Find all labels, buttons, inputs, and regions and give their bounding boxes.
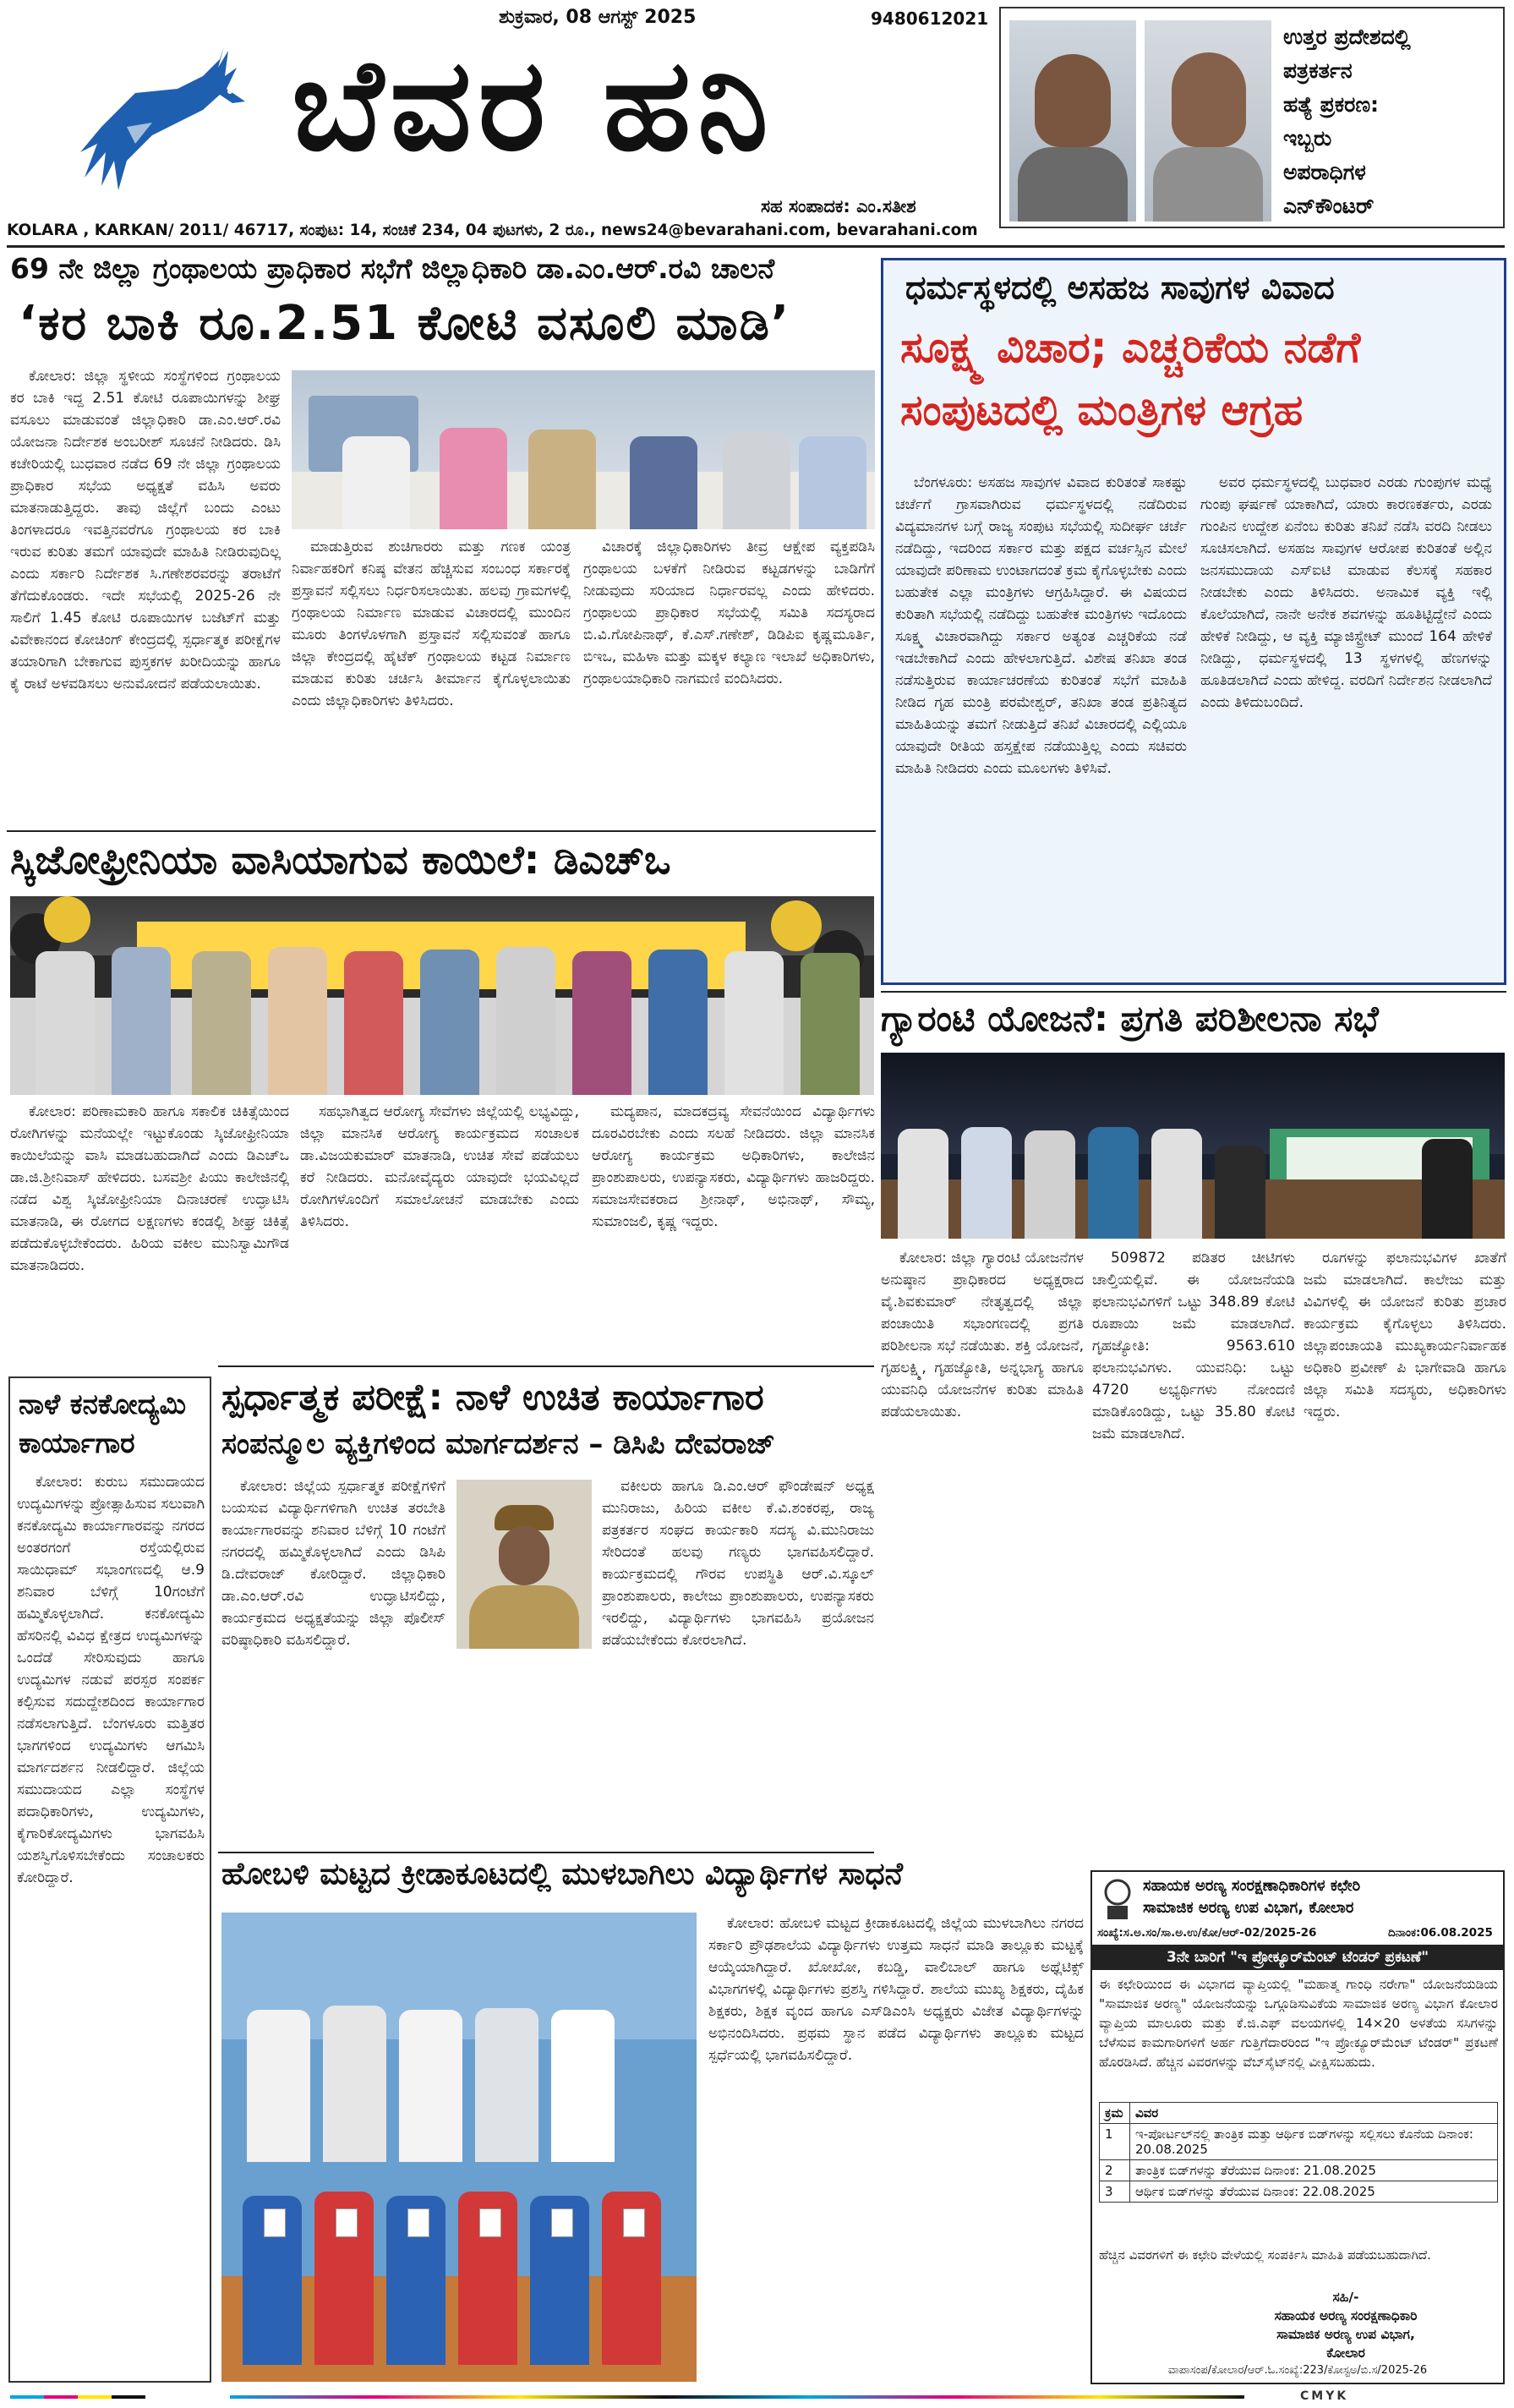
table-row: 3 ಆರ್ಥಿಕ ಬಿಡ್‌ಗಳನ್ನು ತೆರೆಯುವ ದಿನಾಂಕ: 22.08.2025 (1100, 2181, 1498, 2203)
tender-body: ಈ ಕಛೇರಿಯಿಂದ ಈ ವಿಭಾಗದ ವ್ಯಾಪ್ತಿಯಲ್ಲಿ "ಮಹಾತ್ಮ ಗಾಂಧಿ ನರೇಗಾ" ಯೋಜನೆಯಡಿಯ "ಸಾಮಾಜಿಕ ಅರಣ್ಯ" ಯೋಜನೆಯನ್ನು ಒಗ್ಗೂಡಿಸುವಿಕೆಯ ಸಾಮಾಜಿಕ ಅರಣ್ಯ ವಿಭಾಗ ಕೋಲಾರ ವ್ಯಾಪ್ತಿಯ ಮಾಲೂರು ಮತ್ತು ಕೆ.ಜಿ.ಎಫ್ ವಲಯಗಳಲ್ಲಿ 14×20 ಅಳತೆಯ ಸಸಿಗಳನ್ನು ಬೆಳೆಸುವ ಕಾಮಗಾರಿಗಳಿಗೆ ಅರ್ಹ ಗುತ್ತಿಗೆದಾರರಿಂದ "ಇ ಪ್ರೋಕ್ಯೂರ್‌ಮೆಂಟ್ ಟೆಂಡರ್" ಪ್ರಕಟಣೆ ಹೊರಡಿಸಿದೆ. ಹೆಚ್ಚಿನ ವಿವರಗಳನ್ನು ವೆಬ್‌ಸೈಟ್‌ನಲ್ಲಿ ವೀಕ್ಷಿಸಬಹುದು. (1099, 1977, 1498, 2070)
tender-notice-box (1090, 1870, 1505, 2384)
story1-meeting-photo (292, 370, 875, 529)
tender-notice-title: 3ನೇ ಬಾರಿಗೆ "ಇ ಪ್ರೋಕ್ಯೂರ್‌ಮೆಂಟ್ ಟೆಂಡರ್ ಪ್ರಕಟಣೆ" (1092, 1945, 1503, 1970)
editor-line: ಸಹ ಸಂಪಾದಕ: ಎಂ.ಸತೀಶ (761, 196, 916, 216)
dharmasthala-col2: ಅವರ ಧರ್ಮಸ್ಥಳದಲ್ಲಿ ಬುಧವಾರ ಎರಡು ಗುಂಪುಗಳ ಮಧ್ಯೆ ಗುಂಪು ಘರ್ಷಣೆ ಯಾಕಾಗಿದೆ, ಯಾರು ಕಾರಣಕರ್ತರು, ಎರಡು ಗುಂಪಿನ ಉದ್ದೇಶ ಏನೆಂಬ ಕುರಿತು ತನಿಖೆ ನಡೆಸಿ ವರದಿ ನೀಡಲು ಸೂಚಿಸಲಾಗಿದೆ. ಅಸಹಜ ಸಾವುಗಳ ಆರೋಪ ಕುರಿತಂತೆ ಅಲ್ಲಿನ ಜನಸಮುದಾಯ ಎಸ್‌ಐಟಿ ಮಾಡುವ ಕೆಲಸಕ್ಕೆ ಸಹಕಾರ ನೀಡಬೇಕು ಎಂದು ತಿಳಿಸಿದರು. ಅನಾಮಿಕ ವ್ಯಕ್ತಿ ಇಲ್ಲಿ ಕೊಲೆಯಾಗಿದೆ, ನಾನೇ ಅನೇಕ ಶವಗಳನ್ನು ಹೂತಿಟ್ಟಿದ್ದೇನೆ ಎಂದು ಹೇಳಿಕೆ ನೀಡಿದ್ದು, ಆ ವ್ಯಕ್ತಿ ಮ್ಯಾಜಿಸ್ಟ್ರೇಟ್ ಮುಂದೆ 164 ಹೇಳಿಕೆ ನೀಡಿದ್ದು, ಧರ್ಮಸ್ಥಳದಲ್ಲಿ 13 ಸ್ಥಳಗಳಲ್ಲಿ ಹೆಣಗಳನ್ನು ಹೂತಿಡಲಾಗಿದೆ ಎಂದು ಹೇಳಿದ್ದ. ವರದಿಗೆ ನಿರ್ದೇಶನ ನೀಡಲಾಗಿದೆ ಎಂದು ತಿಳಿದುಬಂದಿದೆ. (1200, 474, 1492, 711)
tender-date: ದಿನಾಂಕ:06.08.2025 (1388, 1926, 1493, 1940)
deer-logo-icon (76, 42, 287, 194)
exam-headline-1: ಸ್ಪರ್ಧಾತ್ಮಕ ಪರೀಕ್ಷೆ: ನಾಳೆ ಉಚಿತ ಕಾರ್ಯಾಗಾರ (221, 1376, 764, 1419)
schizo-col3: ಮದ್ಯಪಾನ, ಮಾದಕದ್ರವ್ಯ ಸೇವನೆಯಿಂದ ವಿದ್ಯಾರ್ಥಿಗಳು ದೂರವಿರಬೇಕು ಎಂದು ಸಲಹೆ ನೀಡಿದರು. ಜಿಲ್ಲಾ ಮಾನಸಿಕ ಆರೋಗ್ಯ ಕಾರ್ಯಕ್ರಮ ಅಧಿಕಾರಿಗಳು, ಕಾಲೇಜಿನ ಪ್ರಾಂಶುಪಾಲರು, ಉಪನ್ಯಾಸಕರು, ವಿದ್ಯಾರ್ಥಿಗಳು ಹಾಜರಿದ್ದರು. ಸಮಾಜಸೇವಕರಾದ ಶ್ರೀನಾಥ್, ಅಭಿನಾಥ್, ಸೌಮ್ಯ, ಸುಮಾಂಜಲಿ, ಕೃಷ್ಣ ಇದ್ದರು. (592, 1103, 875, 1230)
story1-kicker: 69 ನೇ ಜಿಲ್ಲಾ ಗ್ರಂಥಾಲಯ ಪ್ರಾಧಿಕಾರ ಸಭೆಗೆ ಜಿಲ್ಲಾಧಿಕಾರಿ ಡಾ.ಎಂ.ಆರ್.ರವಿ ಚಾಲನೆ (10, 252, 775, 285)
story1-col2: ಮಾಡುತ್ತಿರುವ ಶುಚಿಗಾರರು ಮತ್ತು ಗಣಕ ಯಂತ್ರ ನಿರ್ವಾಹಕರಿಗೆ ಕನಿಷ್ಠ ವೇತನ ಹೆಚ್ಚಿಸುವ ಸಂಬಂಧ ಸರ್ಕಾರಕ್ಕೆ ಪ್ರಸ್ತಾವನೆ ಸಲ್ಲಿಸಲು ನಿರ್ಧರಿಸಲಾಯಿತು. ಹಲವು ಗ್ರಾಮಗಳಲ್ಲಿ ಗ್ರಂಥಾಲಯ ನಿರ್ಮಾಣ ಮಾಡುವ ವಿಚಾರದಲ್ಲಿ ಮುಂದಿನ ಮೂರು ತಿಂಗಳೊಳಗಾಗಿ ಪ್ರಸ್ತಾವನೆ ಸಲ್ಲಿಸುವಂತೆ ಹಾಗೂ ಜಿಲ್ಲಾ ಕೇಂದ್ರದಲ್ಲಿ ಹೈಟೆಕ್ ಗ್ರಂಥಾಲಯ ಕಟ್ಟಡ ನಿರ್ಮಾಣ ಮಾಡುವ ಕುರಿತು ಚರ್ಚಿಸಿ ತೀರ್ಮಾನ ಕೈಗೊಳ್ಳಲಾಯಿತು ಎಂದು ಜಿಲ್ಲಾಧಿಕಾರಿಗಳು ತಿಳಿಸಿದರು. (292, 539, 571, 709)
top-box-text: ಉತ್ತರ ಪ್ರದೇಶದಲ್ಲಿ ಪತ್ರಕರ್ತನ ಹತ್ಯೆ ಪ್ರಕರಣ: ಇಬ್ಬರು ಅಪರಾಧಿಗಳ ಎನ್‌ಕೌಂಟರ್ (1283, 25, 1411, 218)
date-line: ಶುಕ್ರವಾರ, 08 ಆಗಸ್ಟ್ 2025 (499, 7, 697, 28)
exam-headline-2: ಸಂಪನ್ಮೂಲ ವ್ಯಕ್ತಿಗಳಿಂದ ಮಾರ್ಗದರ್ಶನ – ಡಿಸಿಪಿ ದೇವರಾಜ್ (221, 1427, 776, 1461)
divider-exam-top (218, 1365, 874, 1367)
tender-footer: ವಾಪಾಸಂಪ/ಕೋಲಾರ/ಆರ್.ಓ.ಸಂಖ್ಯೆ:223/ಕೋಸ್ಟಅ/ಬಿ.ಸ/2025-26 (1167, 2364, 1428, 2377)
exam-col2: ವಕೀಲರು ಹಾಗೂ ಡಿ.ಎಂ.ಆರ್ ಫೌಂಡೇಷನ್ ಅಧ್ಯಕ್ಷ ಮುನಿರಾಜು, ಹಿರಿಯ ವಕೀಲ ಕೆ.ವಿ.ಶಂಕರಪ್ಪ, ರಾಜ್ಯ ಪತ್ರಕರ್ತರ ಸಂಘದ ಕಾರ್ಯಕಾರಿ ಸದಸ್ಯ ವಿ.ಮುನಿರಾಜು ಸೇರಿದಂತೆ ಹಲವು ಗಣ್ಯರು ಭಾಗವಹಿಸಲಿದ್ದಾರೆ. ಕಾರ್ಯಕ್ರಮದಲ್ಲಿ ಗೌರವ ಉಪಸ್ಥಿತಿ ಆರ್.ವಿ.ಸ್ಕೂಲ್ ಪ್ರಾಂಶುಪಾಲರು, ಕಾಲೇಜು ಪ್ರಾಂಶುಪಾಲರು, ಉಪನ್ಯಾಸಕರು ಇರಲಿದ್ದು, ವಿದ್ಯಾರ್ಥಿಗಳು ಭಾಗವಹಿಸಿ ಪ್ರಯೋಜನ ಪಡೆಯಬೇಕೆಂದು ಕೋರಲಾಗಿದೆ. (602, 1478, 874, 1649)
kanakodyami-headline: ನಾಳೆ ಕನಕೋದ್ಯಮಿ ಕಾರ್ಯಾಗಾರ (19, 1387, 187, 1459)
table-row: 1 ಇ-ಪೋರ್ಟಲ್‌ನಲ್ಲಿ ತಾಂತ್ರಿಕ ಮತ್ತು ಆರ್ಥಿಕ ಬಿಡ್‌ಗಳನ್ನು ಸಲ್ಲಿಸಲು ಕೊನೆಯ ದಿನಾಂಕ: 20.08.2025 (1100, 2124, 1498, 2160)
tender-office-2: ಸಾಮಾಜಿಕ ಅರಣ್ಯ ಉಪ ವಿಭಾಗ, ಕೋಲಾರ (1143, 1899, 1354, 1917)
guarantee-col2: 509872 ಪಡಿತರ ಚೀಟಿಗಳು ಚಾಲ್ತಿಯಲ್ಲಿವೆ. ಈ ಯೋಜನೆಯಡಿ ಫಲಾನುಭವಿಗಳಿಗೆ ಒಟ್ಟು 348.89 ಕೋಟಿ ರೂಪಾಯಿ ಜಮೆ ಮಾಡಲಾಗಿದೆ. ಗೃಹಜ್ಯೋತಿ: 9563.610 ಫಲಾನುಭವಿಗಳು. ಯುವನಿಧಿ: ಒಟ್ಟು 4720 ಅಭ್ಯರ್ಥಿಗಳು ನೋಂದಣಿ ಮಾಡಿಕೊಂಡಿದ್ದು, ಒಟ್ಟು 35.80 ಕೋಟಿ ಜಮೆ ಮಾಡಲಾಗಿದೆ. (1092, 1250, 1295, 1442)
divider-sports-top (218, 1852, 874, 1853)
top-news-box (999, 7, 1505, 228)
kanakodyami-body: ಕೋಲಾರ: ಕುರುಬ ಸಮುದಾಯದ ಉದ್ಯಮಿಗಳನ್ನು ಪ್ರೋತ್ಸಾಹಿಸುವ ಸಲುವಾಗಿ ಕನಕೋದ್ಯಮಿ ಕಾರ್ಯಾಗಾರವನ್ನು ನಗರದ ಅಂತರಗಂಗೆ ರಸ್ತೆಯಲ್ಲಿರುವ ಸಾಯಿಧಾಮ್ ಸಭಾಂಗಣದಲ್ಲಿ ಆ.9 ಶನಿವಾರ ಬೆಳಿಗ್ಗೆ 10ಗಂಟೆಗೆ ಹಮ್ಮಿಕೊಳ್ಳಲಾಗಿದೆ. ಕನಕೋದ್ಯಮಿ ಹೆಸರಿನಲ್ಲಿ ವಿವಿಧ ಕ್ಷೇತ್ರದ ಉದ್ಯಮಿಗಳನ್ನು ಒಂದೆಡೆ ಸೇರಿಸುವುದು ಹಾಗೂ ಉದ್ಯಮಿಗಳ ನಡುವೆ ಪರಸ್ಪರ ಸಂಪರ್ಕ ಕಲ್ಪಿಸುವ ಸದುದ್ದೇಶದಿಂದ ಕಾರ್ಯಾಗಾರ ನಡೆಸಲಾಗುತ್ತಿದೆ. ಬೆಂಗಳೂರು ಮತ್ತಿತರ ಭಾಗಗಳಿಂದ ಉದ್ಯಮಿಗಳು ಆಗಮಿಸಿ ಮಾರ್ಗದರ್ಶನ ನೀಡಲಿದ್ದಾರೆ. ಜಿಲ್ಲೆಯ ಸಮುದಾಯದ ಎಲ್ಲಾ ಸಂಸ್ಥೆಗಳ ಪದಾಧಿಕಾರಿಗಳು, ಉದ್ಯಮಿಗಳು, ಕೈಗಾರಿಕೋದ್ಯಮಿಗಳು ಭಾಗವಹಿಸಿ ಯಶಸ್ವಿಗೊಳಿಸಬೇಕೆಂದು ಸಂಚಾಲಕರು ಕೋರಿದ್ದಾರೆ. (17, 1474, 205, 1886)
tender-office-1: ಸಹಾಯಕ ಅರಣ್ಯ ಸಂರಕ್ಷಣಾಧಿಕಾರಿಗಳ ಕಛೇರಿ (1143, 1877, 1361, 1895)
tender-ref: ಸಂಖ್ಯೆ:ಸ.ಅ.ಸಂ/ಸಾ.ಅ.ಉ/ಕೋ/ಆರ್-02/2025-26 (1097, 1926, 1317, 1940)
tender-table-header: ಕ್ರಮ ವಿವರ (1100, 2103, 1498, 2124)
schizo-headline: ಸ್ಕಿಜೋಫ್ರೀನಿಯಾ ವಾಸಿಯಾಗುವ ಕಾಯಿಲೆ: ಡಿಎಚ್‌ಒ (10, 837, 671, 884)
schizo-col1: ಕೋಲಾರ: ಪರಿಣಾಮಕಾರಿ ಹಾಗೂ ಸಕಾಲಿಕ ಚಿಕಿತ್ಸೆಯಿಂದ ರೋಗಿಗಳನ್ನು ಮನೆಯಲ್ಲೇ ಇಟ್ಟುಕೊಂಡು ಸ್ಕಿಜೋಫ್ರೀನಿಯಾ ಕಾಯಿಲೆಯನ್ನು ವಾಸಿ ಮಾಡಬಹುದಾಗಿದೆ ಎಂದು ಡಿಎಚ್‌ಒ ಡಾ.ಜಿ.ಶ್ರೀನಿವಾಸ್ ಹೇಳಿದರು. ಬಸವಶ್ರೀ ಪಿಯು ಕಾಲೇಜಿನಲ್ಲಿ ನಡೆದ ವಿಶ್ವ ಸ್ಕಿಜೋಫ್ರೀನಿಯಾ ದಿನಾಚರಣೆ ಉದ್ಘಾಟಿಸಿ ಮಾತನಾಡಿ, ಈ ರೋಗದ ಲಕ್ಷಣಗಳು ಕಂಡಲ್ಲಿ ಶೀಘ್ರ ಚಿಕಿತ್ಸೆ ಪಡೆದುಕೊಳ್ಳಬೇಕೆಂದರು. ಹಿರಿಯ ವಕೀಲ ಮುನಿಸ್ವಾಮಿಗೌಡ ಮಾತನಾಡಿದರು. (10, 1103, 289, 1274)
kanakodyami-box (8, 1376, 211, 2383)
accused-photo-2 (1145, 20, 1271, 222)
schizo-col2: ಸಹಭಾಗಿತ್ವದ ಆರೋಗ್ಯ ಸೇವೆಗಳು ಜಿಲ್ಲೆಯಲ್ಲಿ ಲಭ್ಯವಿದ್ದು, ಜಿಲ್ಲಾ ಮಾನಸಿಕ ಆರೋಗ್ಯ ಕಾರ್ಯಕ್ರಮದ ಸಂಚಾಲಕ ಡಾ.ವಿಜಯಕುಮಾರ್ ಮಾತನಾಡಿ, ಉಚಿತ ಸೇವೆ ಪಡೆಯಲು ಕರೆ ನೀಡಿದರು. ಮನೋವೈದ್ಯರು ಯಾವುದೇ ಭಯವಿಲ್ಲದೆ ರೋಗಿಗಳೊಂದಿಗೆ ಸಮಾಲೋಚನೆ ಮಾಡಬೇಕು ಎಂದು ತಿಳಿಸಿದರು. (300, 1103, 579, 1230)
story1-col3: ವಿಚಾರಕ್ಕೆ ಜಿಲ್ಲಾಧಿಕಾರಿಗಳು ತೀವ್ರ ಆಕ್ಷೇಪ ವ್ಯಕ್ತಪಡಿಸಿ ಗ್ರಂಥಾಲಯ ಬಳಕೆಗೆ ನೀಡಿರುವ ಕಟ್ಟಡಗಳನ್ನು ಬಾಡಿಗೆಗೆ ನೀಡುವುದು ಸರಿಯಾದ ನಿರ್ಧಾರವಲ್ಲ ಎಂದು ಹೇಳಿದರು. ಗ್ರಂಥಾಲಯ ಪ್ರಾಧಿಕಾರ ಸಭೆಯಲ್ಲಿ ಸಮಿತಿ ಸದಸ್ಯರಾದ ಬಿ.ವಿ.ಗೋಪಿನಾಥ್, ಕೆ.ಎಸ್.ಗಣೇಶ್, ಡಿಡಿಪಿಐ ಕೃಷ್ಣಮೂರ್ತಿ, ಬಿಇಒ, ಮಹಿಳಾ ಮತ್ತು ಮಕ್ಕಳ ಕಲ್ಯಾಣ ಇಲಾಖೆ ಅಧಿಕಾರಿಗಳು, ಗ್ರಂಥಾಲಯಾಧಿಕಾರಿ ನಾಗಮಣಿ ವಂದಿಸಿದರು. (583, 539, 875, 687)
tender-note: ಹೆಚ್ಚಿನ ವಿವರಗಳಿಗೆ ಈ ಕಛೇರಿ ವೇಳೆಯಲ್ಲಿ ಸಂಪರ್ಕಿಸಿ ಮಾಹಿತಿ ಪಡೆಯಬಹುದಾಗಿದೆ. (1099, 2247, 1431, 2263)
guarantee-col3: ರೂಗಳನ್ನು ಫಲಾನುಭವಿಗಳ ಖಾತೆಗೆ ಜಮೆ ಮಾಡಲಾಗಿದೆ. ಕಾಲೇಜು ಮತ್ತು ವಿವಿಗಳಲ್ಲಿ ಈ ಯೋಜನೆ ಕುರಿತು ಪ್ರಚಾರ ಕಾರ್ಯಕ್ರಮ ಕೈಗೊಳ್ಳಲು ತಿಳಿಸಿದರು. ಜಿಲ್ಲಾಪಂಚಾಯತಿ ಮುಖ್ಯಕಾರ್ಯನಿರ್ವಾಹಕ ಅಧಿಕಾರಿ ಪ್ರವೀಣ್ ಪಿ ಭಾಗೇವಾಡಿ ಹಾಗೂ ಜಿಲ್ಲಾ ಸಮಿತಿ ಸದಸ್ಯರು, ಅಧಿಕಾರಿಗಳು ಇದ್ದರು. (1304, 1250, 1506, 1420)
govt-emblem-icon (1099, 1877, 1136, 1923)
exam-col1-top: ಕೋಲಾರ: ಜಿಲ್ಲೆಯ ಸ್ಪರ್ಧಾತ್ಮಕ ಪರೀಕ್ಷೆಗಳಿಗೆ ಬಯಸುವ ವಿದ್ಯಾರ್ಥಿಗಳಿಗಾಗಿ ಉಚಿತ ತರಬೇತಿ ಕಾರ್ಯಾಗಾರವನ್ನು ಶನಿವಾರ ಬೆಳಿಗ್ಗೆ 10 ಗಂಟೆಗೆ ನಗರದಲ್ಲಿ ಹಮ್ಮಿಕೊಳ್ಳಲಾಗಿದೆ ಎಂದು ಡಿಸಿಪಿ ಡಿ.ದೇವರಾಜ್ ಕೋರಿದ್ದಾರೆ. ಜಿಲ್ಲಾಧಿಕಾರಿ ಡಾ.ಎಂ.ಆರ್.ರವಿ ಉದ್ಘಾಟಿಸಲಿದ್ದು, ಕಾರ್ಯಕ್ರಮದ ಅಧ್ಯಕ್ಷತೆಯನ್ನು ಜಿಲ್ಲಾ ಪೊಲೀಸ್ ವರಿಷ್ಠಾಧಿಕಾರಿ ವಹಿಸಲಿದ್ದಾರೆ. (221, 1478, 445, 1649)
masthead-divider (7, 245, 1505, 248)
divider-guarantee-top (881, 991, 1506, 993)
publication-info: KOLARA , KARKAN/ 2011/ 46717, ಸಂಪುಟ: 14, ಸಂಚಿಕೆ 234, 04 ಪುಟಗಳು, 2 ರೂ., news24@bevarahani.com, bevarahani.com (7, 222, 978, 239)
dharmasthala-col1: ಬೆಂಗಳೂರು: ಅಸಹಜ ಸಾವುಗಳ ವಿವಾದ ಕುರಿತಂತೆ ಸಾಕಷ್ಟು ಚರ್ಚೆಗೆ ಗ್ರಾಸವಾಗಿರುವ ಧರ್ಮಸ್ಥಳದಲ್ಲಿ ನಡೆದಿರುವ ವಿದ್ಯಮಾನಗಳ ಬಗ್ಗೆ ರಾಜ್ಯ ಸಂಪುಟ ಸಭೆಯಲ್ಲಿ ಸುದೀರ್ಘ ಚರ್ಚೆ ನಡೆದಿದ್ದು, ಇದರಿಂದ ಸರ್ಕಾರ ಮತ್ತು ಪಕ್ಷದ ವರ್ಚಸ್ಸಿನ ಮೇಲೆ ಯಾವುದೇ ಪರಿಣಾಮ ಉಂಟಾಗದಂತೆ ಕ್ರಮ ಕೈಗೊಳ್ಳಬೇಕು ಎಂದು ಬಹುತೇಕ ಎಲ್ಲಾ ಮಂತ್ರಿಗಳು ಆಗ್ರಹಿಸಿದ್ದಾರೆ. ಈ ವಿಷಯದ ಕುರಿತಾಗಿ ಸಭೆಯಲ್ಲಿ ನಡೆದಿದ್ದು ಬಹುತೇಕ ಮಂತ್ರಿಗಳು ಇದೊಂದು ಸೂಕ್ಷ್ಮ ವಿಚಾರವಾಗಿದ್ದು ಸರ್ಕಾರ ಅತ್ಯಂತ ಎಚ್ಚರಿಕೆಯ ನಡೆ ಇಡಬೇಕಾಗಿದೆ ಎಂದು ಹೇಳಲಾಗುತ್ತಿದೆ. ವಿಶೇಷ ತನಿಖಾ ತಂಡ ನಡೆಸುತ್ತಿರುವ ಕಾರ್ಯಾಚರಣೆಯ ಕುರಿತಂತೆ ಸಭೆಗೆ ಮಾಹಿತಿ ನೀಡಿದ ಗೃಹ ಮಂತ್ರಿ ಪರಮೇಶ್ವರ್, ತನಿಖಾ ತಂಡ ಪ್ರತಿನಿತ್ಯದ ಮಾಹಿತಿಯನ್ನು ತಮಗೆ ನೀಡುತ್ತಿದೆ ತನಿಖೆ ವಿಚಾರದಲ್ಲಿ ಎಲ್ಲಿಯೂ ಯಾವುದೇ ರೀತಿಯ ಹಸ್ತಕ್ಷೇಪ ನಡೆಯುತ್ತಿಲ್ಲ ಎಂದು ಸಚಿವರು ಮಾಹಿತಿ ನೀಡಿದರು ಎಂದು ಮೂಲಗಳು ತಿಳಿಸಿವೆ. (895, 474, 1187, 777)
cmyk-label: CMYK (1300, 2389, 1349, 2403)
table-row: 2 ತಾಂತ್ರಿಕ ಬಿಡ್‌ಗಳನ್ನು ತೆರೆಯುವ ದಿನಾಂಕ: 21.08.2025 (1100, 2160, 1498, 2181)
tender-signature: ಸಹಿ/- ಸಹಾಯಕ ಅರಣ್ಯ ಸಂರಕ್ಷಣಾಧಿಕಾರಿ ಸಾಮಾಜಿಕ ಅರಣ್ಯ ಉಪ ವಿಭಾಗ, ಕೋಲಾರ (1274, 2290, 1418, 2361)
masthead (0, 0, 997, 220)
newspaper-title: ಬೆವರ ಹನಿ (292, 32, 775, 179)
print-color-bar (10, 2393, 1505, 2401)
dharmasthala-kicker: ಧರ್ಮಸ್ಥಳದಲ್ಲಿ ಅಸಹಜ ಸಾವುಗಳ ವಿವಾದ (905, 269, 1335, 306)
accused-photo-1 (1009, 20, 1136, 222)
story1-col1: ಕೋಲಾರ: ಜಿಲ್ಲಾ ಸ್ಥಳೀಯ ಸಂಸ್ಥೆಗಳಿಂದ ಗ್ರಂಥಾಲಯ ಕರ ಬಾಕಿ ಇದ್ದ 2.51 ಕೋಟಿ ರೂಪಾಯಿಗಳನ್ನು ಶೀಘ್ರ ವಸೂಲು ಮಾಡುವಂತೆ ಜಿಲ್ಲಾಧಿಕಾರಿ ಡಾ.ಎಂ.ಆರ್.ರವಿ ಯೋಜನಾ ನಿರ್ದೇಶಕ ಅಂಬರೀಶ್ ಸೂಚನೆ ನೀಡಿದರು. ಡಿಸಿ ಕಚೇರಿಯಲ್ಲಿ ಬುಧವಾರ ನಡೆದ 69 ನೇ ಜಿಲ್ಲಾ ಗ್ರಂಥಾಲಯ ಪ್ರಾಧಿಕಾರ ಸಭೆಯ ಅಧ್ಯಕ್ಷತೆ ವಹಿಸಿ ಅವರು ಮಾತನಾಡುತ್ತಿದ್ದರು. ತಾವು ಜಿಲ್ಲೆಗೆ ಬಂದು ಎಂಟು ತಿಂಗಳಾದರೂ ಇವತ್ತಿನವರೆಗೂ ಗ್ರಂಥಾಲಯ ಕರ ಬಾಕಿ ಇರುವ ಕುರಿತು ತಮಗೆ ಯಾವುದೇ ಮಾಹಿತಿ ನೀಡಿರುವುದಿಲ್ಲ ಎಂದು ಸರ್ಕಾರಿ ನಿರ್ದೇಶಕ ಸಿ.ಗಣೇಶರವರನ್ನು ತರಾಟೆಗೆ ತೆಗೆದುಕೊಂಡರು. ಇದೇ ಸಭೆಯಲ್ಲಿ 2025-26 ನೇ ಸಾಲಿಗೆ 1.45 ಕೋಟಿ ರೂಪಾಯಿಗಳ ಬಜೆಟ್‌ಗೆ ಮತ್ತು ವಿವೇಕಾನಂದ ಕೋಚಿಂಗ್ ಕೇಂದ್ರದಲ್ಲಿ ಸ್ಪರ್ಧಾತ್ಮಕ ಪರೀಕ್ಷೆಗಳ ತಯಾರಿಗಾಗಿ ಬೇಕಾಗುವ ಪುಸ್ತಕಗಳ ಖರೀದಿಯನ್ನು ಹಾಗೂ ಕೈ ರಾಟೆ ಅಳವಡಿಸಲು ಅನುಮೋದನೆ ಪಡೆಯಲಾಯಿತು. (10, 368, 281, 692)
dharmasthala-headline-2: ಸಂಪುಟದಲ್ಲಿ ಮಂತ್ರಿಗಳ ಆಗ್ರಹ (900, 386, 1304, 435)
sports-body: ಕೋಲಾರ: ಹೋಬಳಿ ಮಟ್ಟದ ಕ್ರೀಡಾಕೂಟದಲ್ಲಿ ಜಿಲ್ಲೆಯ ಮುಳಬಾಗಿಲು ನಗರದ ಸರ್ಕಾರಿ ಪ್ರೌಢಶಾಲೆಯ ವಿದ್ಯಾರ್ಥಿಗಳು ಉತ್ತಮ ಸಾಧನೆ ಮಾಡಿ ತಾಲ್ಲೂಕು ಮಟ್ಟಕ್ಕೆ ಆಯ್ಕೆಯಾಗಿದ್ದಾರೆ. ಖೋಖೋ, ಕಬಡ್ಡಿ, ವಾಲಿಬಾಲ್ ಹಾಗೂ ಅಥ್ಲೆಟಿಕ್ಸ್ ವಿಭಾಗಗಳಲ್ಲಿ ವಿದ್ಯಾರ್ಥಿಗಳು ಪ್ರಶಸ್ತಿ ಗಳಿಸಿದ್ದಾರೆ. ಶಾಲೆಯ ಮುಖ್ಯ ಶಿಕ್ಷಕರು, ದೈಹಿಕ ಶಿಕ್ಷಕರು, ಶಿಕ್ಷಕ ವೃಂದ ಹಾಗೂ ಎಸ್‌ಡಿಎಂಸಿ ಅಧ್ಯಕ್ಷರು ವಿಜೇತ ವಿದ್ಯಾರ್ಥಿಗಳನ್ನು ಅಭಿನಂದಿಸಿದರು. ಪ್ರಥಮ ಸ್ಥಾನ ಪಡೆದ ವಿದ್ಯಾರ್ಥಿಗಳು ತಾಲ್ಲೂಕು ಮಟ್ಟದ ಸ್ಪರ್ಧೆಯಲ್ಲಿ ಭಾಗವಹಿಸಲಿದ್ದಾರೆ. (708, 1915, 1084, 2064)
dcp-photo (456, 1480, 592, 1649)
guarantee-headline: ಗ್ಯಾರಂಟಿ ಯೋಜನೆ: ಪ್ರಗತಿ ಪರಿಶೀಲನಾ ಸಭೆ (881, 998, 1379, 1039)
phone-number: 9480612021 (871, 8, 989, 29)
dharmasthala-headline-1: ಸೂಕ್ಷ್ಮ ವಿಚಾರ; ಎಚ್ಚರಿಕೆಯ ನಡೆಗೆ (900, 323, 1361, 372)
sports-headline: ಹೋಬಳಿ ಮಟ್ಟದ ಕ್ರೀಡಾಕೂಟದಲ್ಲಿ ಮುಳಬಾಗಿಲು ವಿದ್ಯಾರ್ಥಿಗಳ ಸಾಧನೆ (221, 1857, 904, 1891)
guarantee-meeting-photo (881, 1053, 1505, 1239)
dharmasthala-box (881, 258, 1506, 985)
tender-table (1099, 2102, 1498, 2203)
guarantee-col1: ಕೋಲಾರ: ಜಿಲ್ಲಾ ಗ್ಯಾರಂಟಿ ಯೋಜನೆಗಳ ಅನುಷ್ಠಾನ ಪ್ರಾಧಿಕಾರದ ಅಧ್ಯಕ್ಷರಾದ ವೈ.ಶಿವಕುಮಾರ್ ನೇತೃತ್ವದಲ್ಲಿ ಜಿಲ್ಲಾ ಪಂಚಾಯಿತಿ ಸಭಾಂಗಣದಲ್ಲಿ ಪ್ರಗತಿ ಪರಿಶೀಲನಾ ಸಭೆ ನಡೆಯಿತು. ಶಕ್ತಿ ಯೋಜನೆ, ಗೃಹಲಕ್ಷ್ಮಿ, ಗೃಹಜ್ಯೋತಿ, ಅನ್ನಭಾಗ್ಯ ಹಾಗೂ ಯುವನಿಧಿ ಯೋಜನೆಗಳ ಕುರಿತು ಮಾಹಿತಿ ಪಡೆಯಲಾಯಿತು. (881, 1250, 1084, 1420)
story1-headline: ‘ಕರ ಬಾಕಿ ರೂ.2.51 ಕೋಟಿ ವಸೂಲಿ ಮಾಡಿ’ (19, 296, 791, 351)
schizo-event-photo (10, 896, 874, 1095)
divider-schizo-top (7, 830, 876, 832)
sports-award-photo (221, 1913, 697, 2382)
